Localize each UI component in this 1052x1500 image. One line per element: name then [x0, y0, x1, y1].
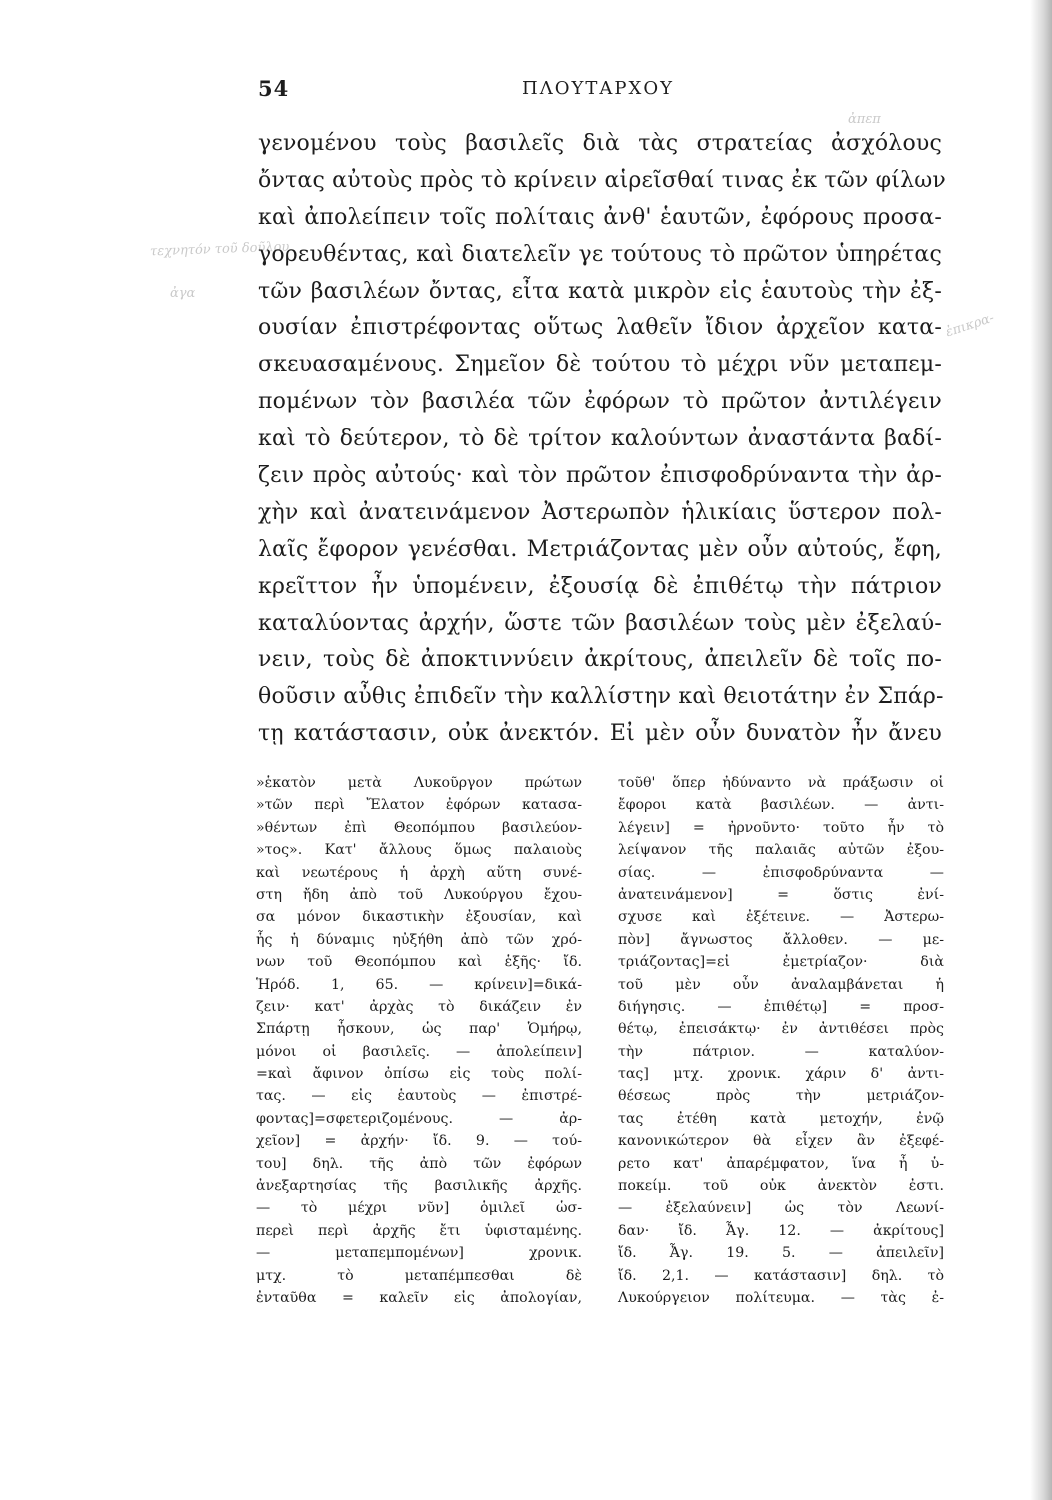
footnote-line: ἴδ. 2,1. — κατάστασιν] δηλ. τὸ: [618, 1267, 944, 1284]
text-line: ουσίαν ἐπιστρέφοντας οὕτως λαθεῖν ἴδιον ἀρχεῖον κατα-: [258, 315, 942, 341]
text-line: κρεῖττον ἦν ὑπομένειν, ἐξουσίᾳ δὲ ἐπιθέτῳ τὴν πάτριον: [258, 573, 942, 599]
text-line: γενομένου τοὺς βασιλεῖς διὰ τὰς στρατείας ἀσχόλους: [258, 131, 942, 156]
footnote-line: κανονικώτερον θὰ εἶχεν ἂν ἐξεφέ-: [618, 1133, 944, 1150]
footnote-line: περεὶ περὶ ἀρχῆς ἔτι ὑφισταμένης.: [256, 1222, 582, 1239]
footnote-line: πὸν] ἄγνωστος ἄλλοθεν. — με-: [618, 931, 944, 948]
text-line: ὄντας αὐτοὺς πρὸς τὸ κρίνειν αἱρεῖσθαί τινας ἐκ τῶν φίλων: [258, 167, 946, 193]
footnote-line: νων τοῦ Θεοπόμπου καὶ ἑξῆς· ἴδ.: [256, 954, 582, 971]
footnote-line: στη ἤδη ἀπὸ τοῦ Λυκούργου ἔχου-: [256, 886, 582, 903]
footnote-line: σίας. — ἐπισφοδρύναντα —: [618, 864, 944, 881]
text-line: τῃ κατάστασιν, οὐκ ἀνεκτόν. Εἰ μὲν οὖν δυνατὸν ἦν ἄνευ: [258, 721, 942, 747]
text-line: καταλύοντας ἀρχήν, ὥστε τῶν βασιλέων τοὺς μὲν ἐξελαύ-: [258, 610, 942, 636]
footnote-line: — μεταπεμπομένων] χρονικ.: [256, 1245, 582, 1262]
footnote-line: λέγειν] = ἠρνοῦντο· τοῦτο ἦν τὸ: [618, 819, 944, 836]
footnote-line: =καὶ ἄφινον ὀπίσω εἰς τοὺς πολί-: [256, 1066, 582, 1083]
footnote-line: θέσεως πρὸς τὴν μετριάζον-: [618, 1088, 944, 1105]
running-title: ΠΛΟΥΤΑΡΧΟΥ: [522, 78, 674, 99]
footnote-line: χεῖον] = ἀρχήν· ἴδ. 9. — τού-: [256, 1133, 582, 1150]
page-edge-shadow: [1030, 0, 1052, 1500]
marginal-handwriting-faint: ἀγα: [170, 286, 196, 301]
footnote-line: ἀνατεινάμενον] = ὅστις ἐνί-: [618, 886, 944, 903]
text-line: λαῖς ἔφορον γενέσθαι. Μετριάζοντας μὲν οὖν αὐτούς, ἔφη,: [258, 536, 942, 562]
footnote-line: τας ἐτέθη κατὰ μετοχήν, ἐνῷ: [618, 1110, 944, 1127]
marginal-handwriting-left: τεχνητόν τοῦ δοῦλου: [149, 239, 290, 260]
text-line: καὶ τὸ δεύτερον, τὸ δὲ τρίτον καλούντων ἀναστάντα βαδί-: [258, 426, 942, 452]
marginal-handwriting-right: ἐπικρα-: [943, 310, 997, 341]
footnote-line: μόνοι οἱ βασιλεῖς. — ἀπολείπειν]: [256, 1043, 582, 1060]
footnote-line: »θέντων ἐπὶ Θεοπόμπου βασιλεύον-: [256, 819, 582, 836]
footnotes-right-column: [618, 772, 944, 1309]
text-line: σκευασαμένους. Σημεῖον δὲ τούτου τὸ μέχρι νῦν μεταπεμ-: [258, 352, 942, 378]
footnote-line: Λυκούργειον πολίτευμα. — τὰς ἐ-: [618, 1289, 944, 1306]
text-line: γορευθέντας, καὶ διατελεῖν γε τούτους τὸ πρῶτον ὑπηρέτας: [258, 241, 942, 267]
footnote-line: λείψανον τῆς παλαιᾶς αὐτῶν ἐξου-: [618, 842, 944, 859]
footnote-line: ρετο κατ' ἀπαρέμφατον, ἵνα ἦ ὑ-: [618, 1155, 944, 1172]
main-text-block: [258, 126, 946, 753]
page-header: [258, 76, 938, 106]
footnote-line: μτχ. τὸ μεταπέμπεσθαι δὲ: [256, 1267, 582, 1284]
footnote-line: τριάζοντας]=εἰ ἐμετρίαζον· διὰ: [618, 954, 944, 971]
text-line: θοῦσιν αὖθις ἐπιδεῖν τὴν καλλίστην καὶ θειοτάτην ἐν Σπάρ-: [258, 684, 944, 710]
footnote-line: τας] μτχ. χρονικ. χάριν δ' ἀντι-: [618, 1066, 944, 1083]
footnote-line: ἴδ. Ἆγ. 19. 5. — ἀπειλεῖν]: [618, 1245, 944, 1262]
footnote-line: διήγησις. — ἐπιθέτῳ] = προσ-: [618, 998, 944, 1015]
text-line: τῶν βασιλέων ὄντας, εἶτα κατὰ μικρὸν εἰς ἑαυτοὺς τὴν ἐξ-: [258, 278, 942, 304]
text-line: πομένων τὸν βασιλέα τῶν ἐφόρων τὸ πρῶτον ἀντιλέγειν: [258, 389, 942, 415]
footnote-line: ἐνταῦθα = καλεῖν εἰς ἀπολογίαν,: [256, 1289, 582, 1306]
footnote-line: ἔφοροι κατὰ βασιλέων. — ἀντι-: [618, 797, 944, 814]
footnote-line: ζειν· κατ' ἀρχὰς τὸ δικάζειν ἐν: [256, 998, 582, 1015]
footnote-line: δαν· ἴδ. Ἆγ. 12. — ἀκρίτους]: [618, 1222, 944, 1239]
footnote-line: του] δηλ. τῆς ἀπὸ τῶν ἐφόρων: [256, 1155, 582, 1172]
footnote-line: ἀνεξαρτησίας τῆς βασιλικῆς ἀρχῆς.: [256, 1178, 582, 1195]
footnote-line: καὶ νεωτέρους ἡ ἀρχὴ αὕτη συνέ-: [256, 864, 582, 881]
footnotes: [256, 772, 944, 1309]
text-line: χὴν καὶ ἀνατεινάμενον Ἀστερωπὸν ἡλικίαις ὕστερον πολ-: [258, 499, 942, 525]
footnote-line: — ἐξελαύνειν] ὡς τὸν Λεωνί-: [618, 1200, 944, 1217]
marginal-handwriting-top: ἀπεπ: [848, 112, 881, 127]
footnote-line: Ἡρόδ. 1, 65. — κρίνειν]=δικά-: [256, 976, 582, 993]
footnote-line: »τος». Κατ' ἄλλους ὅμως παλαιοὺς: [256, 842, 582, 859]
footnote-line: »ἑκατὸν μετὰ Λυκοῦργον πρώτων: [256, 775, 582, 791]
footnote-line: τὴν πάτριον. — καταλύον-: [618, 1043, 944, 1060]
footnote-line: ποκείμ. τοῦ οὐκ ἀνεκτὸν ἐστι.: [618, 1178, 944, 1195]
footnote-line: σχυσε καὶ ἐξέτεινε. — Ἀστερω-: [618, 909, 944, 926]
footnote-line: — τὸ μέχρι νῦν] ὁμιλεῖ ὡσ-: [256, 1200, 582, 1217]
footnote-line: Σπάρτῃ ἧσκουν, ὡς παρ' Ὁμήρῳ,: [256, 1021, 582, 1038]
text-line: καὶ ἀπολείπειν τοῖς πολίταις ἀνθ' ἑαυτῶν, ἐφόρους προσα-: [258, 204, 942, 230]
footnote-line: τοῦ μὲν οὖν ἀναλαμβάνεται ἡ: [618, 976, 944, 993]
text-line: ζειν πρὸς αὐτούς· καὶ τὸν πρῶτον ἐπισφοδρύναντα τὴν ἀρ-: [258, 463, 942, 489]
footnotes-left-column: [256, 772, 582, 1309]
footnote-line: σα μόνον δικαστικὴν ἐξουσίαν, καὶ: [256, 909, 582, 926]
text-line: νειν, τοὺς δὲ ἀποκτιννύειν ἀκρίτους, ἀπειλεῖν δὲ τοῖς πο-: [258, 647, 942, 673]
page-number: 54: [258, 76, 290, 101]
footnote-line: θέτῳ, ἐπεισάκτῳ· ἐν ἀντιθέσει πρὸς: [618, 1021, 944, 1038]
footnote-line: ἧς ἡ δύναμις ηὐξήθη ἀπὸ τῶν χρό-: [256, 931, 582, 948]
footnote-line: »τῶν περὶ Ἔλατον ἐφόρων κατασα-: [256, 797, 582, 814]
footnote-line: φοντας]=σφετεριζομένους. — ἀρ-: [256, 1110, 582, 1127]
footnote-line: τας. — εἰς ἑαυτοὺς — ἐπιστρέ-: [256, 1088, 582, 1105]
footnote-line: τοῦθ' ὅπερ ἠδύναντο νὰ πράξωσιν οἱ: [618, 775, 944, 791]
